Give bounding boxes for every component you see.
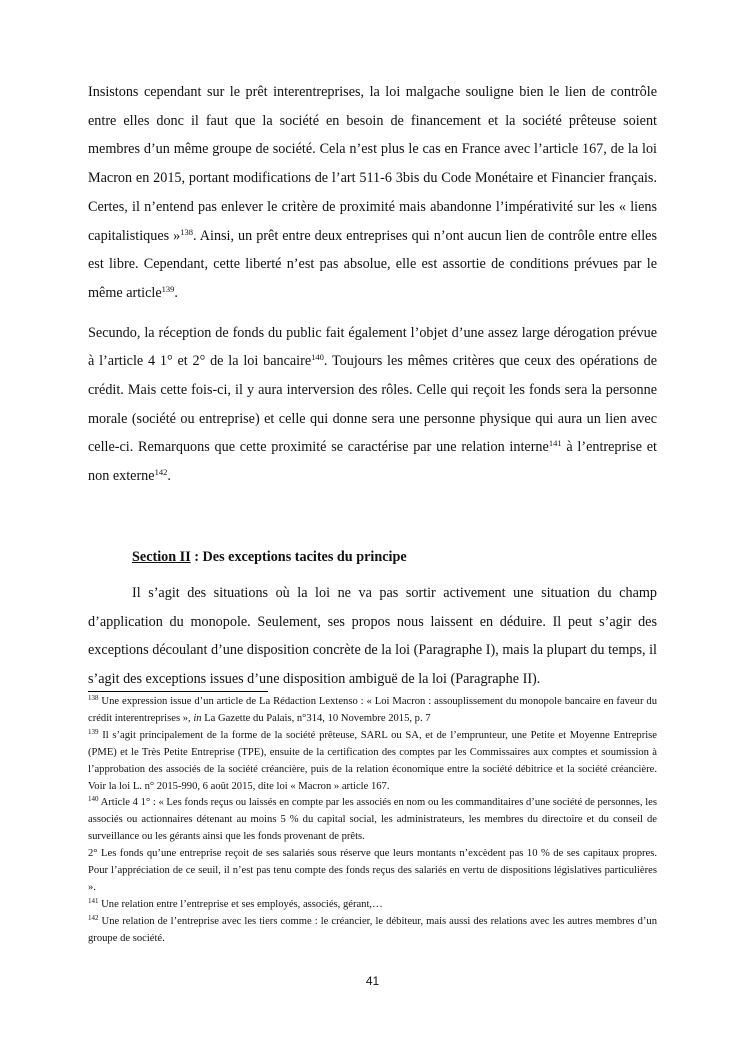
section-title: : Des exceptions tacites du principe	[190, 548, 407, 565]
footnote-141	[88, 897, 657, 914]
footnote-140-continued: 2° Les fonds qu’une entreprise reçoit de ses salariés sous réserve que leurs montants n’excèdent pas 10 % de ses capitaux propres. Pour l’appréciation de ce seuil, il n’est pas tenu compte des fonds reçus des salariés en vertu de dispositions législatives particulières ».	[88, 848, 657, 893]
footnote-text: Il s’agit principalement de la forme de la société prêteuse, SARL ou SA, et de l’emprunteur, une Petite et Moyenne Entreprise (PME) et le Très Petite Entreprise (TPE), ensuite de la certification des comptes par les Commissaires aux comptes et soumission à l’approbation des associés de la société créancière, puis de la relation économique entre la société débitrice et la société créancière. Voir la loi L. n° 2015-990, 6 août 2015, dite loi « Macron » article 167.	[88, 729, 657, 792]
section-label: Section II	[132, 548, 191, 565]
footnote-ref-138[interactable]: 138	[180, 226, 193, 237]
page-number: 41	[365, 974, 380, 988]
footnote-140	[88, 795, 657, 846]
paragraph-text: .	[174, 284, 178, 301]
paragraph-text: Insistons cependant sur le prêt interentreprises, la loi malgache souligne bien le lien de contrôle entre elles donc il faut que la société en besoin de financement et la société prêteuse soient membres d’un même groupe de société. Cela n’est plus le cas en France avec l’article 167, de la loi Macron en 2015, portant modifications de l’art 511-6 3bis du Code Monétaire et Financier français. Certes, il n’entend pas enlever le critère de proximité mais abandonne l’impérativité sur les « liens capitalistiques »	[88, 84, 657, 244]
paragraph-text: . Ainsi, un prêt entre deux entreprises qui n’ont aucun lien de contrôle entre elles est libre. Cependant, cette liberté n’est pas absolue, elle est assortie de conditions prévues par le même article	[88, 227, 657, 301]
paragraph-pret-interentreprises	[88, 78, 657, 308]
paragraph-text: .	[167, 468, 171, 485]
footnote-ref-140[interactable]: 140	[311, 352, 324, 363]
page-body	[88, 78, 657, 694]
footnotes	[88, 691, 657, 948]
footnote-139	[88, 728, 657, 796]
footnote-number: 142	[88, 913, 99, 922]
footnote-number: 141	[88, 896, 99, 905]
footnote-142	[88, 914, 657, 948]
footnote-ref-139[interactable]: 139	[161, 283, 175, 294]
footnote-ref-141[interactable]: 141	[548, 438, 562, 449]
paragraph-text: . Toujours les mêmes critères que ceux des opérations de crédit. Mais cette fois-ci, il y aura interversion des rôles. Celle qui reçoit les fonds sera la personne morale (société ou entreprise) et celle qui donne sera une personne physique qui aura un lien avec celle-ci. Remarquons que cette proximité se caractérise par une relation interne	[88, 353, 657, 456]
footnote-number: 138	[88, 694, 99, 702]
paragraph-exceptions-tacites: Il s’agit des situations où la loi ne va pas sortir activement une situation du champ d’application du monopole. Seulement, ses propos nous laissent en déduire. Il peut s’agir des exceptions découlant d’une disposition concrète de la loi (Paragraphe I), mais la plupart du temps, il s’agit des exceptions issues d’une disposition ambiguë de la loi (Paragraphe II).	[88, 584, 657, 687]
footnote-separator	[88, 691, 268, 692]
footnote-text: La Gazette du Palais, n°314, 10 Novembre 2015, p. 7	[201, 712, 431, 724]
footnote-138	[88, 694, 657, 728]
footnote-text: in	[193, 712, 202, 724]
paragraph-reception-fonds	[88, 319, 657, 491]
footnote-number: 140	[88, 795, 99, 804]
footnote-text: Une relation de l’entreprise avec les tiers comme : le créancier, le débiteur, mais aussi des relations avec les autres membres d’un groupe de société.	[88, 915, 657, 944]
footnote-text: Une relation entre l’entreprise et ses employés, associés, gérant,…	[98, 898, 383, 910]
footnote-text: Article 4 1° : « Les fonds reçus ou laissés en compte par les associés en nom ou les commanditaires d’une société de personnes, les associés ou actionnaires détenant au moins 5 % du capital social, les administrateurs, les membres du directoire et du conseil de surveillance ou les gérants ainsi que les fonds provenant de prêts.	[88, 797, 657, 843]
footnote-ref-142[interactable]: 142	[154, 467, 168, 478]
footnote-number: 139	[88, 727, 99, 736]
paragraph-text: Secundo, la réception de fonds du public fait également l’objet d’une assez large dérogation prévue à l’article 4 1° et 2° de la loi bancaire	[88, 324, 657, 370]
paragraph-text: à l’entreprise et non externe	[88, 439, 657, 485]
footnote-text: Une expression issue d’un article de La Rédaction Lextenso : « Loi Macron : assouplissement du monopole bancaire en faveur du crédit interentreprises »,	[88, 696, 657, 724]
section-heading	[88, 543, 657, 571]
